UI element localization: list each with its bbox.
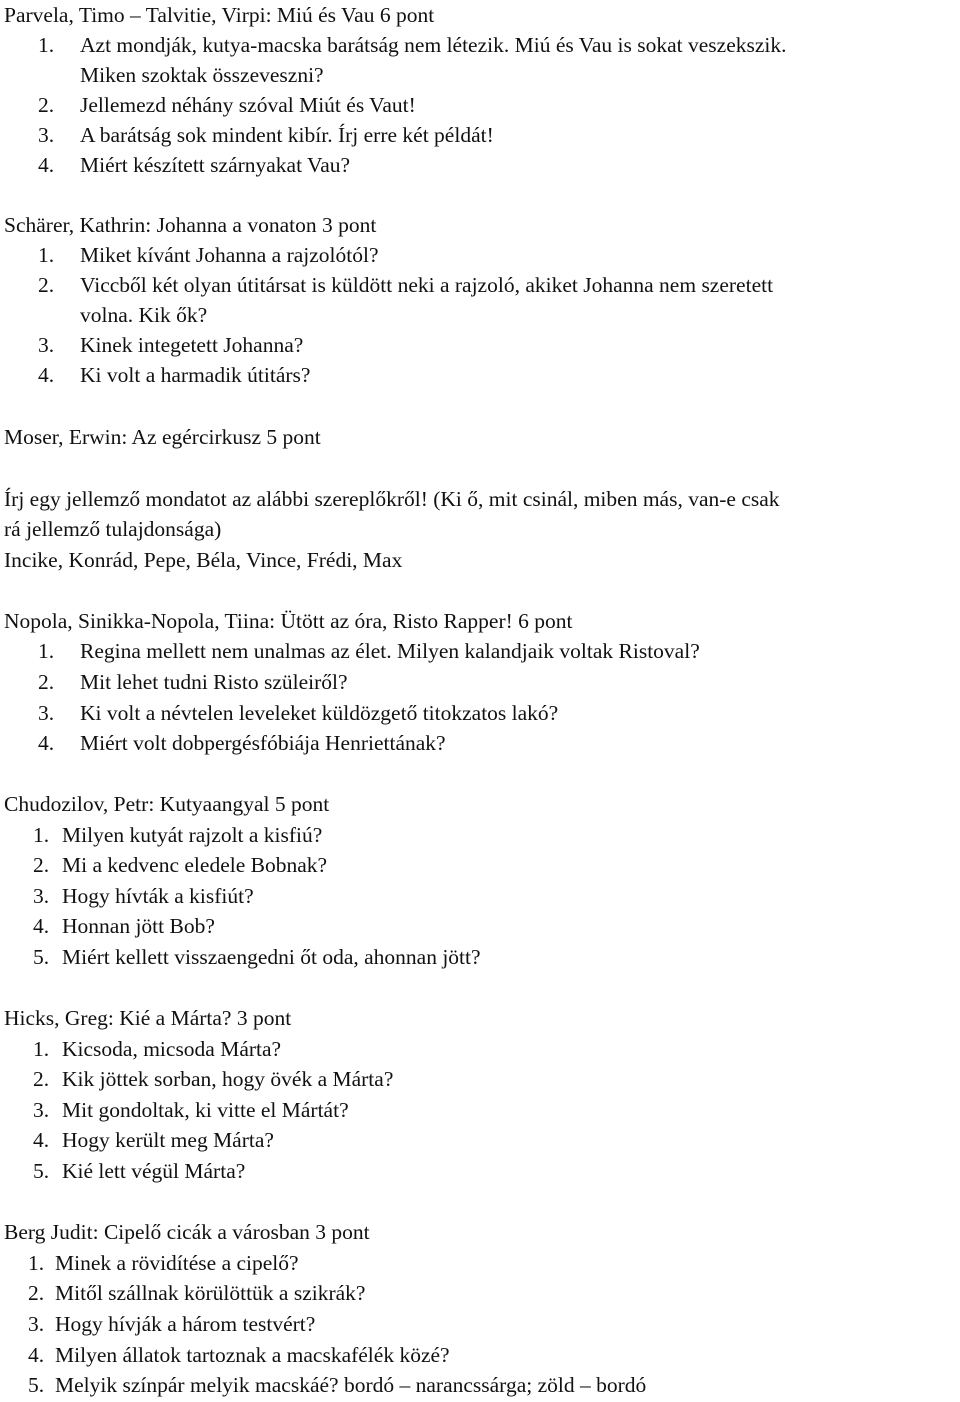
question-text: Kié lett végül Márta? <box>62 1159 246 1183</box>
question-text: Kinek integetett Johanna? <box>80 333 304 357</box>
question-number: 4. <box>38 731 55 755</box>
question-number: 4. <box>38 363 55 387</box>
question-text: Hogy hívják a három testvért? <box>55 1312 316 1336</box>
question-text: Kik jöttek sorban, hogy övék a Márta? <box>62 1067 394 1091</box>
question-text: Minek a rövidítése a cipelő? <box>55 1251 299 1275</box>
question-number: 1. <box>38 243 55 267</box>
question-number: 4. <box>38 153 55 177</box>
question-text: Mit lehet tudni Risto szüleiről? <box>80 670 348 694</box>
question-text: Ki volt a névtelen leveleket küldözgető titokzatos lakó? <box>80 701 559 725</box>
question-text: Mi a kedvenc eledele Bobnak? <box>62 853 328 877</box>
question-text: Azt mondják, kutya-macska barátság nem létezik. Miú és Vau is sokat veszekszik. <box>80 33 787 57</box>
question-number: 1. <box>28 1251 45 1275</box>
question-number: 3. <box>33 884 50 908</box>
question-number: 1. <box>38 639 55 663</box>
question-number: 2. <box>38 670 55 694</box>
question-text: Mitől szállnak körülöttük a szikrák? <box>55 1281 366 1305</box>
character-list: Incike, Konrád, Pepe, Béla, Vince, Frédi, Max <box>4 548 403 572</box>
section-heading: Schärer, Kathrin: Johanna a vonaton 3 pont <box>4 213 377 237</box>
question-number: 1. <box>33 823 50 847</box>
question-text: A barátság sok mindent kibír. Írj erre két példát! <box>80 123 494 147</box>
question-text: Miket kívánt Johanna a rajzolótól? <box>80 243 379 267</box>
question-text: Ki volt a harmadik útitárs? <box>80 363 311 387</box>
question-number: 3. <box>38 123 55 147</box>
question-text: Mit gondoltak, ki vitte el Mártát? <box>62 1098 349 1122</box>
question-number: 3. <box>38 333 55 357</box>
question-number: 3. <box>33 1098 50 1122</box>
question-number: 1. <box>38 33 55 57</box>
question-text: Melyik színpár melyik macskáé? bordó – narancssárga; zöld – bordó <box>55 1373 647 1397</box>
section-heading: Nopola, Sinikka-Nopola, Tiina: Ütött az óra, Risto Rapper! 6 pont <box>4 609 573 633</box>
paragraph-line: Írj egy jellemző mondatot az alábbi szereplőkről! (Ki ő, mit csinál, miben más, van-e csak <box>4 487 780 511</box>
question-text: Miken szoktak összeveszni? <box>80 63 324 87</box>
question-number: 4. <box>33 1128 50 1152</box>
question-number: 1. <box>33 1037 50 1061</box>
question-number: 4. <box>28 1343 45 1367</box>
question-text: Milyen kutyát rajzolt a kisfiú? <box>62 823 323 847</box>
question-number: 2. <box>28 1281 45 1305</box>
question-text: Miért készített szárnyakat Vau? <box>80 153 351 177</box>
question-text: Hogy került meg Márta? <box>62 1128 274 1152</box>
question-number: 5. <box>33 945 50 969</box>
section-heading: Moser, Erwin: Az egércirkusz 5 pont <box>4 425 321 449</box>
section-heading: Berg Judit: Cipelő cicák a városban 3 pont <box>4 1220 370 1244</box>
section-heading: Parvela, Timo – Talvitie, Virpi: Miú és Vau 6 pont <box>4 3 435 27</box>
question-number: 2. <box>38 93 55 117</box>
question-text: Miért volt dobpergésfóbiája Henriettának? <box>80 731 446 755</box>
question-text: Viccből két olyan útitársat is küldött neki a rajzoló, akiket Johanna nem szeretett <box>80 273 774 297</box>
paragraph-line: rá jellemző tulajdonsága) <box>4 517 222 541</box>
question-text: Jellemezd néhány szóval Miút és Vaut! <box>80 93 416 117</box>
question-text: Regina mellett nem unalmas az élet. Milyen kalandjaik voltak Ristoval? <box>80 639 700 663</box>
question-number: 2. <box>38 273 55 297</box>
question-number: 5. <box>33 1159 50 1183</box>
question-number: 2. <box>33 853 50 877</box>
question-text: Honnan jött Bob? <box>62 914 215 938</box>
question-number: 5. <box>28 1373 45 1397</box>
question-number: 4. <box>33 914 50 938</box>
section-heading: Hicks, Greg: Kié a Márta? 3 pont <box>4 1006 292 1030</box>
section-heading: Chudozilov, Petr: Kutyaangyal 5 pont <box>4 792 330 816</box>
question-number: 3. <box>28 1312 45 1336</box>
question-text: Kicsoda, micsoda Márta? <box>62 1037 282 1061</box>
question-text: Miért kellett visszaengedni őt oda, ahonnan jött? <box>62 945 481 969</box>
question-number: 2. <box>33 1067 50 1091</box>
question-number: 3. <box>38 701 55 725</box>
question-text: Hogy hívták a kisfiút? <box>62 884 254 908</box>
question-text: Milyen állatok tartoznak a macskafélék közé? <box>55 1343 450 1367</box>
question-text: volna. Kik ők? <box>80 303 208 327</box>
